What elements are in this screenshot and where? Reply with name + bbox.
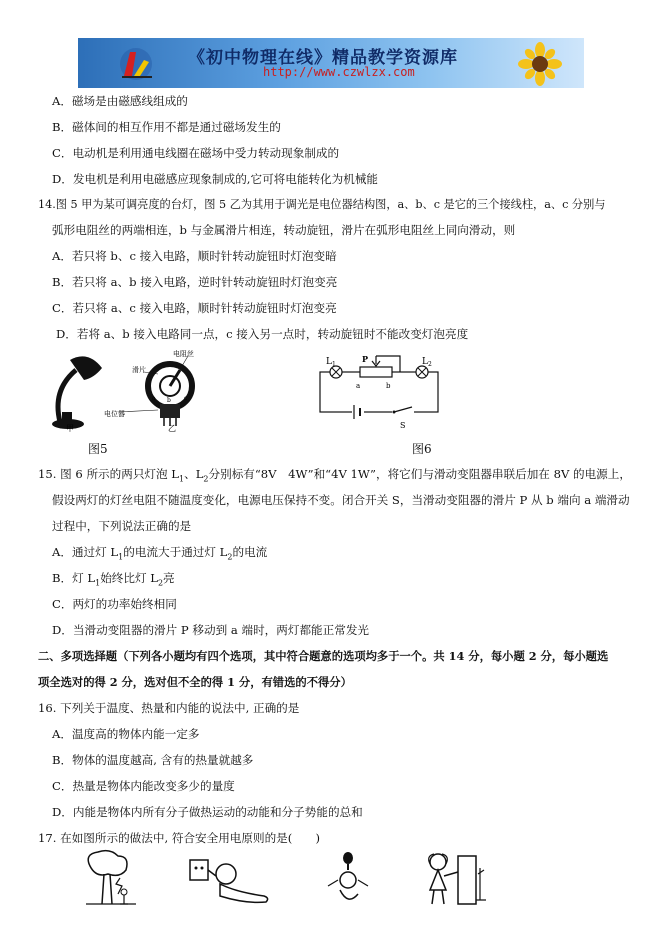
figure-5-lamp-and-potentiometer [48, 350, 208, 432]
fig5-slider-label: 滑片 [132, 366, 146, 374]
fig5-wire-label: 电阻丝 [173, 350, 194, 358]
q15-stem-line1: 15. 图 6 所示的两只灯泡 $L_1$、$L_2$分别标有“8V 4W”和“4V 1W”，将它们与滑动变阻器串联后加在 8V 的电源上， [38, 467, 631, 484]
q16-option-d: D．内能是物体内所有分子做热运动的动能和分子势能的总和 [52, 805, 363, 819]
q15-option-a: A．通过灯 $L_1$的电流大于通过灯 $L_2$的电流 [52, 545, 268, 562]
q14-option-d: D．若将 a、b 接入电路同一点，c 接入另一点时，转动旋钮时不能改变灯泡亮度 [56, 327, 469, 341]
fig6-label-s: S [400, 421, 406, 430]
q14-option-c: C．若只将 a、c 接入电路，顺时针转动旋钮时灯泡变亮 [52, 301, 337, 315]
site-logo-icon [116, 46, 156, 82]
q15-stem-line3: 过程中，下列说法正确的是 [52, 519, 192, 533]
q13-option-d: D．发电机是利用电磁感应现象制成的,它可将电能转化为机械能 [52, 172, 379, 186]
fig6-label-l1: $L_1$ [326, 357, 336, 368]
fig5-pot-label: 电位器 [104, 410, 125, 418]
section2-heading-line2: 项全选对的得 2 分，选对但不全的得 1 分，有错选的不得分） [38, 675, 352, 689]
q16-option-a: A．温度高的物体内能一定多 [52, 727, 200, 741]
q16-option-b: B．物体的温度越高, 含有的热量就越多 [52, 753, 254, 767]
q17-picture-b-socket-child-icon [186, 856, 274, 906]
q15-option-c: C．两灯的功率始终相同 [52, 597, 177, 611]
q14-option-a: A．若只将 b、c 接入电路，顺时针转动旋钮时灯泡变暗 [52, 249, 337, 263]
q17-stem: 17. 在如图所示的做法中, 符合安全用电原则的是( ) [38, 831, 321, 845]
q13-option-b: B．磁体间的相互作用不都是通过磁场发生的 [52, 120, 281, 134]
q13-option-c: C．电动机是利用通电线圈在磁场中受力转动现象制成的 [52, 146, 340, 160]
q13-option-a: A．磁场是由磁感线组成的 [52, 94, 188, 108]
q15-option-b: B．灯 $L_1$始终比灯 $L_2$亮 [52, 571, 175, 588]
fig5-label-jia: 甲 [66, 424, 74, 432]
fig5-terminal-a: a [152, 395, 156, 402]
banner-title: 《初中物理在线》精品教学资源库 [188, 48, 458, 68]
fig6-label-p: P [362, 354, 369, 364]
figure-6-circuit-diagram [316, 350, 442, 432]
q14-stem-line2: 弧形电阻丝的两端相连，b 与金属滑片相连，转动旋钮，滑片在弧形电阻丝上同向滑动，则 [52, 223, 516, 237]
q15-option-d: D．当滑动变阻器的滑片 P 移动到 a 端时，两灯都能正常发光 [52, 623, 370, 637]
header-banner [78, 38, 584, 88]
q16-stem: 16. 下列关于温度、热量和内能的说法中, 正确的是 [38, 701, 300, 715]
q17-picture-c-person-bulb-icon [324, 850, 374, 908]
fig6-label-a: a [356, 382, 361, 390]
fig6-label-b: b [386, 382, 391, 390]
figure-5-caption: 图5 [88, 442, 108, 456]
fig5-label-yi: 乙 [168, 424, 176, 432]
sunflower-icon [510, 42, 566, 86]
figure-6-caption: 图6 [412, 442, 432, 456]
fig5-terminal-c: c [184, 395, 188, 402]
q17-picture-a-tree-icon [80, 848, 140, 908]
q15-stem-line2: 假设两灯的灯丝电阻不随温度变化，电源电压保持不变。闭合开关 S，当滑动变阻器的滑片 P 从 b 端向 a 端滑动 [52, 493, 630, 507]
q14-stem-line1: 14.图 5 甲为某可调亮度的台灯，图 5 乙为其用于调光是电位器结构图，a、b、c 是它的三个接线柱，a、c 分别与 [38, 198, 606, 211]
q14-option-b: B．若只将 a、b 接入电路，逆时针转动旋钮时灯泡变亮 [52, 275, 338, 289]
banner-url[interactable]: http://www.czwlzx.com [263, 65, 415, 79]
section2-heading-line1: 二、多项选择题（下列各小题均有四个选项，其中符合题意的选项均多于一个。共 14 分，每小题 2 分，每小题选 [38, 649, 609, 663]
fig6-label-l2: $L_2$ [422, 357, 432, 368]
q16-option-c: C．热量是物体内能改变多少的量度 [52, 779, 235, 793]
q17-picture-d-girl-switch-icon [420, 850, 498, 910]
fig5-terminal-b: b [167, 397, 171, 404]
